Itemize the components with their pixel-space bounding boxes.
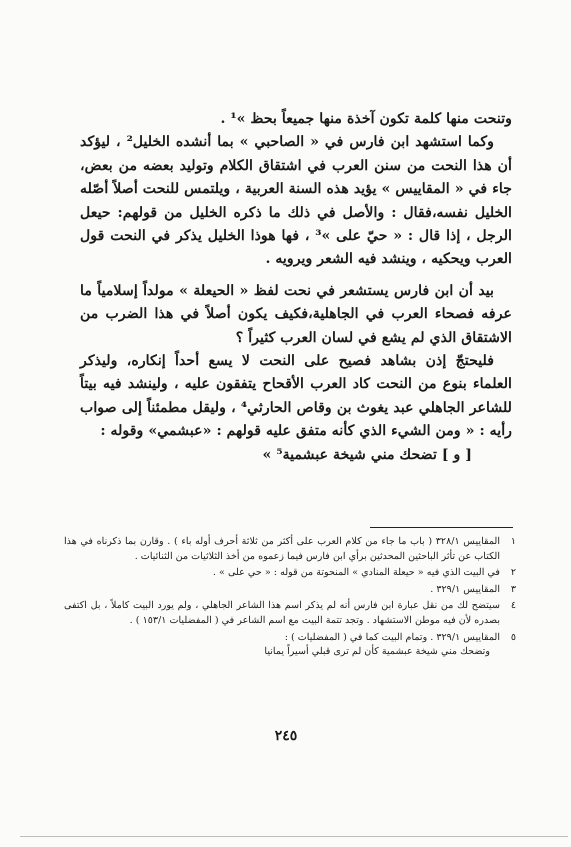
footnote-number: ٤	[510, 600, 516, 612]
footnote-text: في البيت الذي فيه « حيعلة المنادي » المنحوتة من قوله : « حي على » .	[212, 567, 500, 579]
footnote-number: ٥	[510, 631, 516, 643]
paragraph-3: بيد أن ابن فارس يستشعر في نحت لفظ « الحيعلة » مولداً إسلامياً ما عرفه فصحاء العرب في الجاهلية،فكيف يكون أصلاً في هذا الضرب من الاشتقاق الذي لم يشع في لسان العرب كثيراً ؟	[80, 282, 512, 346]
paragraph-4: فليحتجّ إذن بشاهد فصيح على النحت لا يسع أحداً إنكاره، وليذكر العلماء بنوع من النحت كاد العرب الأقحاح يتفقون عليه ، ولينشد فيه بيتاً للشاعر الجاهلي عبد يغوث بن وقاص الحارثي⁴ ، وليقل مطمئناً إلى صواب رأيه : « ومن الشيء الذي كأنه متفق عليه قولهم : «عبشمي» وقوله :	[80, 353, 512, 440]
footnote-text: سيتضح لك من نقل عبارة ابن فارس أنه لم يذكر اسم هذا الشاعر الجاهلي ، ولم يورد البيت كاملاً ، بل اكتفى بصدره لأن فيه موطن الاستشهاد . وتجد تتمة البيت مع اسم الشاعر في ( المفضليات ١٥٣/١ ) .	[64, 600, 500, 626]
footnotes	[64, 535, 516, 662]
paragraph-2: وكما استشهد ابن فارس في « الصاحبي » بما أنشده الخليل² ، ليؤكد أن هذا النحت من سنن العرب في اشتقاق الكلام وتوليد بعضه من بعض، جاء في « المقاييس » يؤيد هذه السنة العربية ، ويلتمس للنحت أصلاً أصّله الخليل نفسه،فقال : والأصل في ذلك ما ذكره الخليل من قولهم: حيعل الرجل ، إذا قال : « حيّ على »³ ، فها هوذا الخليل يذكر في النحت قول العرب ويحكيه ، وينشد فيه الشعر ويرويه .	[80, 134, 512, 268]
footnote-poetry-line: وتضحك مني شيخة عبشمية كأن لم ترى قبلي أسيراً يمانيا	[264, 646, 490, 658]
page-number: ٢٤٥	[274, 728, 298, 744]
paragraph-1: وتنحت منها كلمة تكون آخذة منها جميعاً بحظ »¹ .	[220, 111, 512, 127]
footnote-text	[64, 631, 500, 660]
page-bottom-divider	[20, 836, 568, 837]
footnote-number: ٢	[510, 567, 516, 579]
footnote-3	[64, 583, 516, 598]
footnote-separator	[370, 527, 513, 528]
verse-line: [ و ] تضحك مني شيخة عبشمية⁵ »	[262, 446, 472, 463]
footnote-2	[64, 566, 516, 581]
main-text	[80, 108, 512, 467]
footnote-text: المقاييس ٣٢٨/١ ( باب ما جاء من كلام العرب على أكثر من ثلاثة أحرف أوله باء ) . وقارن بما ذكرناه في هذا الكتاب عن تأثر الباحثين المحدثين برأي ابن فارس فيما زعموه من أخذ الثلاثيات من الثنائيات .	[64, 536, 500, 562]
footnote-number: ٣	[510, 583, 516, 595]
footnote-text: المقاييس ٣٢٩/١ .	[430, 583, 500, 595]
footnote-number: ١	[510, 536, 516, 547]
footnote-5	[64, 631, 516, 660]
footnote-4	[64, 599, 516, 628]
footnote-1	[64, 535, 516, 564]
footnote-text-line: المقاييس ٣٢٩/١ . وتمام البيت كما في ( المفضليات ) :	[284, 631, 500, 643]
